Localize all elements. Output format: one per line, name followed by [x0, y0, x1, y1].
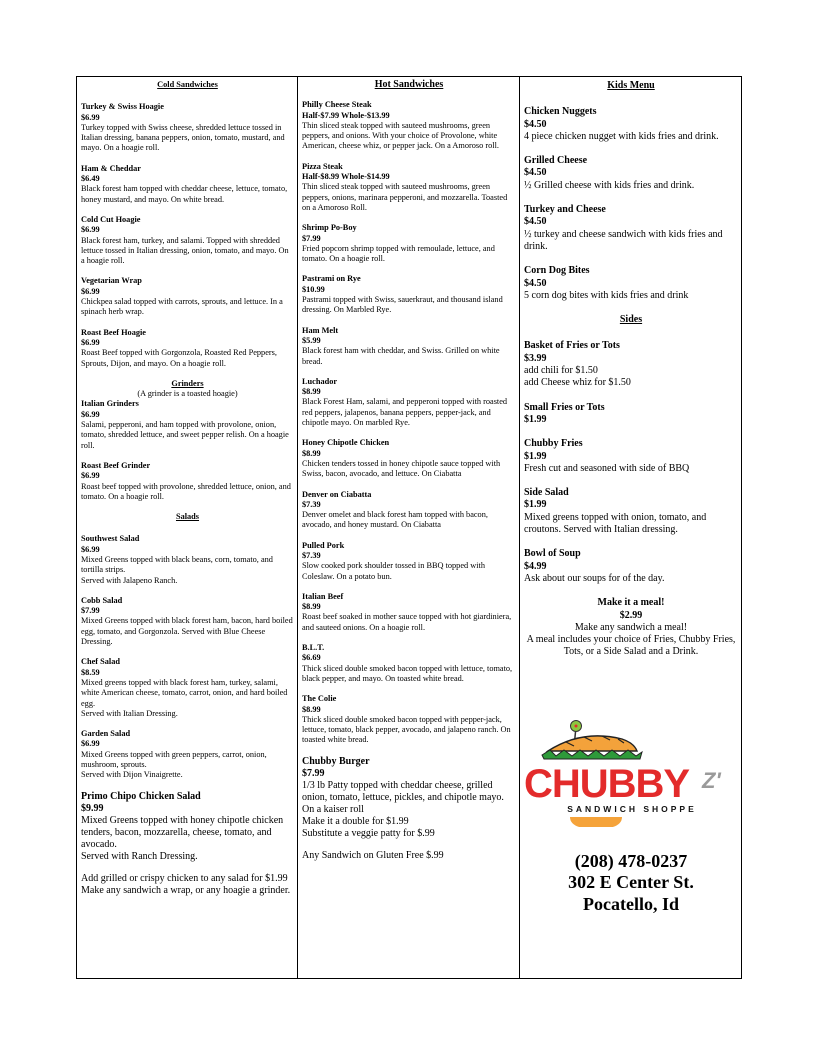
menu-item	[302, 377, 516, 428]
menu-item	[302, 274, 516, 315]
kids-menu-header: Kids Menu	[607, 80, 655, 91]
item-desc: add chili for $1.50	[524, 365, 598, 377]
item-price: $10.99	[302, 284, 325, 294]
item-desc: Thin sliced steak topped with sauteed mushrooms, green peppers, onions, marinara pepperoni, and mozzarella. Toasted on a Amoroso Roll.	[302, 182, 508, 212]
item-desc: Ask about our soups for of the day.	[524, 572, 665, 584]
phone-number: (208) 478-0237	[574, 850, 688, 871]
item-price: $7.39	[302, 550, 321, 560]
menu-item	[81, 729, 294, 780]
menu-item	[302, 162, 516, 213]
item-price: $6.99	[81, 471, 100, 481]
menu-item	[524, 106, 738, 143]
menu-item	[302, 541, 516, 582]
menu-item	[81, 164, 294, 205]
item-price: $8.99	[302, 602, 321, 612]
item-price: $8.99	[302, 704, 321, 714]
item-name: Roast Beef Hoagie	[81, 327, 146, 337]
item-name: The Colie	[302, 694, 337, 704]
item-desc: Mixed Greens topped with green peppers, carrot, onion, mushroom, sprouts.	[81, 749, 267, 770]
item-name: Italian Grinders	[81, 399, 139, 409]
item-name: Bowl of Soup	[524, 548, 581, 560]
item-name: Cold Cut Hoagie	[81, 214, 141, 224]
item-name: Italian Beef	[302, 591, 344, 601]
item-desc: Chickpea salad topped with carrots, sprouts, and lettuce. In a spinach herb wrap.	[81, 297, 283, 317]
item-price: $9.99	[81, 802, 104, 814]
item-price: $4.99	[524, 560, 547, 572]
item-name: Ham Melt	[302, 325, 339, 335]
item-price: $3.99	[524, 352, 547, 364]
gluten-free-note: Any Sandwich on Gluten Free $.99	[302, 849, 444, 861]
item-price: $1.99	[524, 499, 547, 511]
item-name: Side Salad	[524, 487, 569, 499]
item-name: Basket of Fries or Tots	[524, 340, 620, 352]
item-name: Chef Salad	[81, 657, 120, 667]
item-desc: 4 piece chicken nugget with kids fries and drink.	[524, 130, 719, 142]
item-price: $6.69	[302, 653, 321, 663]
item-price: $6.99	[81, 112, 100, 122]
city-state: Pocatello, Id	[583, 893, 679, 914]
item-price: $4.50	[524, 118, 547, 130]
item-name: Grilled Cheese	[524, 155, 588, 167]
item-desc: Mixed Greens topped with black beans, corn, tomato, and tortilla strips.	[81, 554, 273, 575]
item-desc: Fresh cut and seasoned with side of BBQ	[524, 462, 690, 474]
logo-word-z: Z'	[702, 767, 721, 793]
item-price: Half-$7.99 Whole-$13.99	[302, 110, 390, 120]
item-price: $6.49	[81, 174, 100, 184]
item-price: $6.99	[81, 739, 100, 749]
item-price: $6.99	[81, 409, 100, 419]
item-desc: Thick sliced double smoked bacon topped with lettuce, tomato, black pepper, and mayo. On toasted white bread.	[302, 663, 513, 683]
item-name: Corn Dog Bites	[524, 265, 590, 277]
item-desc: 5 corn dog bites with kids fries and drink	[524, 289, 689, 301]
menu-item	[81, 215, 294, 266]
item-dressing: Served with Italian Dressing.	[81, 708, 178, 718]
menu-item	[302, 223, 516, 264]
item-price: $8.59	[81, 667, 100, 677]
item-price: $7.99	[302, 767, 325, 779]
chubbyz-logo	[522, 717, 741, 827]
burger-double-note: Make it a double for $1.99	[302, 815, 409, 827]
item-name: Small Fries or Tots	[524, 401, 605, 413]
wrap-addon-note: Make any sandwich a wrap, or any hoagie a grinder.	[81, 884, 291, 896]
item-desc: Mixed Greens topped with black forest ham, bacon, hard boiled egg, tomato, and Gorgonzola. Served with Blue Cheese Dressing.	[81, 616, 293, 647]
item-desc: Turkey topped with Swiss cheese, shredded lettuce tossed in Italian dressing, banana peppers, onion, tomato, mustard, and mayo. On a hoagie roll.	[81, 122, 285, 153]
cold-sandwiches-header: Cold Sandwiches	[157, 80, 218, 89]
item-desc: Mixed greens topped with black forest ham, turkey, salami, white American cheese, tomato, carrot, onion, and hard boiled egg.	[81, 677, 288, 708]
menu-item	[302, 694, 516, 745]
item-price: $8.99	[302, 448, 321, 458]
burger-veggie-note: Substitute a veggie patty for $.99	[302, 827, 435, 839]
item-price: $1.99	[524, 450, 547, 462]
item-name: Chubby Fries	[524, 438, 583, 450]
item-name: Primo Chipo Chicken Salad	[81, 790, 201, 802]
item-price: $4.50	[524, 216, 547, 228]
menu-item-primo-salad	[81, 791, 294, 863]
item-price: $4.50	[524, 167, 547, 179]
item-dressing: Served with Ranch Dressing.	[81, 850, 198, 862]
menu-item	[302, 100, 516, 151]
item-price: $8.99	[302, 387, 321, 397]
menu-item	[302, 592, 516, 633]
item-desc: Mixed Greens topped with honey chipotle chicken tenders, bacon, mozzarella, cheese, tomato, and avocado.	[81, 814, 284, 850]
item-dressing: Served with Dijon Vinaigrette.	[81, 770, 183, 780]
item-desc: Slow cooked pork shoulder tossed in BBQ topped with Coleslaw. On a potato bun.	[302, 561, 485, 581]
menu-item	[81, 399, 294, 450]
menu-item	[81, 276, 294, 317]
item-desc: Roast beef soaked in mother sauce topped with hot giardiniera, and sauteed onions. On a hoagie roll.	[302, 612, 512, 632]
menu-item	[81, 102, 294, 153]
item-desc: Black Forest Ham, salami, and pepperoni topped with roasted red peppers, jalapenos, banana peppers, pepper-jack, and chipotle mayo. On marbled Rye.	[302, 397, 508, 428]
item-name: Denver on Ciabatta	[302, 489, 372, 499]
item-desc: Black forest ham, turkey, and salami. Topped with shredded lettuce tossed in Italian dressing, onion, tomato, and mayo. On a hoagie roll.	[81, 235, 289, 266]
menu-item	[302, 438, 516, 479]
item-desc: 1/3 lb Patty topped with cheddar cheese, grilled onion, tomato, lettuce, pickles, and chipotle mayo. On a kaiser roll	[302, 779, 504, 815]
menu-item	[524, 438, 738, 475]
meal-title: Make it a meal!	[597, 597, 665, 609]
item-desc: Thin sliced steak topped with sauteed mushrooms, green peppers, and onions. With your choice of Provolone, white American, cheese whiz, or pepper jack. On a Amoroso roll.	[302, 120, 499, 151]
menu-item	[302, 490, 516, 531]
item-price: $7.99	[302, 233, 321, 243]
item-desc: Pastrami topped with Swiss, sauerkraut, and thousand island dressing. On Marbled Rye.	[302, 295, 503, 315]
menu-grid	[76, 76, 742, 979]
item-desc: Roast Beef topped with Gorgonzola, Roasted Red Peppers, Sprouts, Dijon, and mayo. On a hoagie roll.	[81, 348, 277, 368]
menu-item	[302, 643, 516, 684]
item-price: $7.99	[81, 606, 100, 616]
item-price: $6.99	[81, 337, 100, 347]
grinders-note: (A grinder is a toasted hoagie)	[137, 389, 238, 399]
item-name: Chicken Nuggets	[524, 106, 597, 118]
item-price: $4.50	[524, 277, 547, 289]
item-desc: Black forest ham topped with cheddar cheese, lettuce, tomato, honey mustard, and mayo. On white bread.	[81, 184, 288, 204]
menu-item	[81, 328, 294, 369]
item-name: Southwest Salad	[81, 534, 140, 544]
item-price: $1.99	[524, 413, 547, 425]
item-name: Cobb Salad	[81, 595, 123, 605]
item-name: Turkey & Swiss Hoagie	[81, 102, 164, 112]
item-price: $5.99	[302, 335, 321, 345]
salad-addon-note: Add grilled or crispy chicken to any salad for $1.99	[81, 872, 288, 884]
contact-info	[524, 851, 738, 916]
menu-item	[524, 204, 738, 253]
item-desc: Mixed greens topped with onion, tomato, and croutons. Served with Italian dressing.	[524, 511, 707, 536]
item-name: Vegetarian Wrap	[81, 276, 142, 286]
meal-line: Make any sandwich a meal!	[574, 621, 688, 633]
menu-item	[524, 548, 738, 585]
item-name: Pulled Pork	[302, 540, 345, 550]
logo-tagline: SANDWICH SHOPPE	[567, 803, 697, 814]
meal-deal	[524, 597, 738, 658]
item-desc: Roast beef topped with provolone, shredded lettuce, onion, and tomato. On a hoagie roll.	[81, 481, 291, 501]
menu-item-chubby-burger	[302, 756, 516, 840]
item-price: $6.99	[81, 225, 100, 235]
meal-price: $2.99	[619, 609, 643, 621]
item-desc: Salami, pepperoni, and ham topped with provolone, onion, tomato, shredded lettuce, and sweet pepper relish. On a hoagie roll.	[81, 420, 289, 450]
meal-description: A meal includes your choice of Fries, Chubby Fries, Tots, or a Side Salad and a Drink.	[526, 634, 736, 658]
item-price: $6.99	[81, 544, 100, 554]
item-name: B.L.T.	[302, 643, 325, 653]
menu-item	[524, 265, 738, 302]
item-price: $7.39	[302, 499, 321, 509]
menu-item	[524, 155, 738, 192]
item-name: Garden Salad	[81, 729, 131, 739]
item-name: Pastrami on Rye	[302, 274, 361, 284]
item-desc-extra: add Cheese whiz for $1.50	[524, 377, 631, 389]
item-name: Turkey and Cheese	[524, 204, 606, 216]
item-desc: ½ turkey and cheese sandwich with kids fries and drink.	[524, 228, 723, 252]
menu-item	[524, 487, 738, 536]
menu-item	[81, 461, 294, 502]
item-name: Chubby Burger	[302, 755, 370, 767]
sides-header: Sides	[619, 314, 643, 326]
menu-item	[524, 402, 738, 427]
logo-word-main: CHUBBY	[524, 761, 690, 806]
item-name: Shrimp Po-Boy	[302, 223, 357, 233]
item-name: Pizza Steak	[302, 161, 343, 171]
item-desc: Chicken tenders tossed in honey chipotle sauce topped with Swiss, bacon, avocado, and lettuce. On Ciabatta	[302, 458, 501, 479]
menu-item	[81, 596, 294, 647]
item-price: Half-$8.99 Whole-$14.99	[302, 172, 390, 182]
item-desc: ½ Grilled cheese with kids fries and drink.	[524, 179, 695, 191]
column-cold-sandwiches	[77, 77, 298, 978]
street-address: 302 E Center St.	[568, 872, 694, 893]
menu-item	[302, 326, 516, 367]
grinders-header: Grinders	[171, 378, 204, 388]
hot-sandwiches-header: Hot Sandwiches	[374, 79, 444, 90]
item-price: $6.99	[81, 286, 100, 296]
item-name: Philly Cheese Steak	[302, 100, 372, 110]
item-name: Luchador	[302, 376, 338, 386]
item-name: Ham & Cheddar	[81, 163, 141, 173]
column-kids-sides	[520, 77, 741, 978]
column-hot-sandwiches	[298, 77, 520, 978]
item-desc: Thick sliced double smoked bacon topped with pepper-jack, lettuce, tomato, black pepper, avocado, and jalapeno ranch. On toasted white bread.	[302, 714, 511, 745]
item-name: Roast Beef Grinder	[81, 460, 151, 470]
item-dressing: Served with Jalapeno Ranch.	[81, 575, 178, 585]
item-desc: Fried popcorn shrimp topped with remoulade, lettuce, and tomato. On a hoagie roll.	[302, 243, 495, 264]
sandwich-logo-icon	[522, 717, 741, 827]
menu-item	[81, 657, 294, 719]
item-desc: Denver omelet and black forest ham topped with bacon, avocado, and honey mustard. On Ciabatta	[302, 510, 488, 530]
menu-item	[524, 340, 738, 389]
salads-header: Salads	[175, 512, 200, 522]
item-desc: Black forest ham with cheddar, and Swiss. Grilled on white bread.	[302, 346, 500, 366]
item-name: Honey Chipotle Chicken	[302, 438, 390, 448]
menu-item	[81, 534, 294, 585]
